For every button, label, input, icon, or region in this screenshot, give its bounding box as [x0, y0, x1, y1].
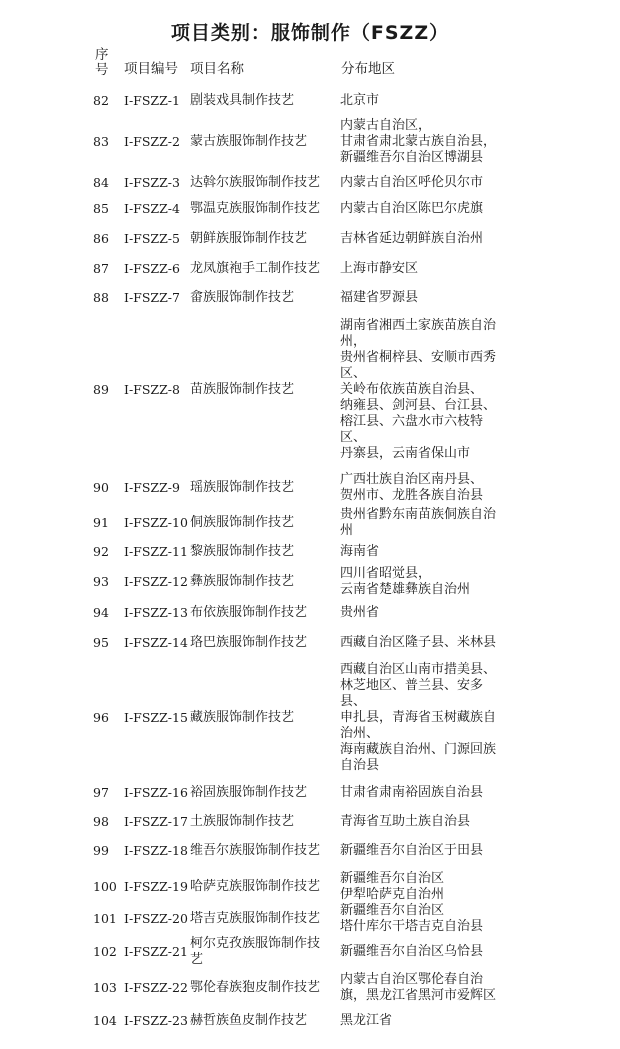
row-number: 86 — [93, 231, 109, 246]
distribution-region-line: 内蒙古自治区呼伦贝尔市 — [340, 175, 484, 190]
distribution-region-line: 新疆维吾尔自治区 — [340, 903, 445, 918]
project-name-line: 土族服饰制作技艺 — [190, 814, 295, 829]
header-name: 项目名称 — [190, 61, 244, 77]
project-code: Ⅰ-FSZZ-4 — [124, 201, 180, 216]
distribution-region-line: 青海省互助土族自治县 — [340, 814, 471, 829]
distribution-region-line: 关岭布依族苗族自治县、 — [340, 381, 484, 397]
distribution-region — [340, 258, 530, 280]
distribution-region-line: 广西壮族自治区南丹县、 — [340, 471, 484, 487]
header-num-line1: 序 — [95, 47, 109, 63]
row-number: 102 — [93, 944, 117, 959]
distribution-region — [340, 312, 530, 467]
distribution-region-line: 纳雍县、剑河县、台江县、 — [340, 397, 497, 413]
project-name-line: 布依族服饰制作技艺 — [190, 605, 308, 620]
distribution-region — [340, 198, 530, 220]
distribution-region-line: 上海市静安区 — [340, 261, 419, 276]
distribution-region-line: 湖南省湘西土家族苗族自治 — [340, 317, 497, 333]
project-name-line: 赫哲族鱼皮制作技艺 — [190, 1013, 308, 1028]
table-row — [0, 1010, 620, 1032]
project-name — [190, 228, 340, 250]
row-number: 84 — [93, 175, 109, 190]
distribution-region-line: 内蒙古自治区陈巴尔虎旗 — [340, 201, 484, 216]
table-row — [0, 90, 620, 112]
table-row — [0, 258, 620, 280]
project-name — [190, 172, 340, 194]
distribution-region — [340, 566, 530, 598]
project-name — [190, 632, 340, 654]
project-name-line: 藏族服饰制作技艺 — [190, 710, 295, 725]
project-name — [190, 840, 340, 862]
project-code: Ⅰ-FSZZ-18 — [124, 843, 188, 858]
distribution-region-line: 区、 — [340, 365, 367, 381]
project-name — [190, 872, 340, 902]
project-code: Ⅰ-FSZZ-12 — [124, 574, 188, 589]
project-name — [190, 115, 340, 169]
project-code: Ⅰ-FSZZ-17 — [124, 814, 188, 829]
distribution-region — [340, 937, 530, 967]
project-code: Ⅰ-FSZZ-3 — [124, 175, 180, 190]
row-number: 96 — [93, 710, 109, 725]
project-name — [190, 811, 340, 833]
table-row — [0, 840, 620, 862]
table-row — [0, 658, 620, 778]
distribution-region — [340, 782, 530, 804]
distribution-region — [340, 90, 530, 112]
distribution-region-line: 州 — [340, 523, 354, 538]
project-name-line: 鄂温克族服饰制作技艺 — [190, 201, 321, 216]
distribution-region — [340, 970, 530, 1006]
project-name-line: 畲族服饰制作技艺 — [190, 290, 295, 305]
project-name — [190, 782, 340, 804]
project-name-line: 剧装戏具制作技艺 — [190, 93, 295, 108]
distribution-region — [340, 904, 530, 934]
row-number: 87 — [93, 261, 109, 276]
project-code: Ⅰ-FSZZ-2 — [124, 134, 180, 149]
table-row — [0, 937, 620, 967]
row-number: 83 — [93, 134, 109, 149]
project-code: Ⅰ-FSZZ-10 — [124, 515, 188, 530]
row-number: 85 — [93, 201, 109, 216]
row-number: 104 — [93, 1013, 117, 1028]
project-name — [190, 258, 340, 280]
row-number: 94 — [93, 605, 109, 620]
distribution-region-line: 贺州市、龙胜各族自治县 — [340, 487, 484, 503]
distribution-region-line: 内蒙古自治区鄂伦春自治 — [340, 972, 484, 987]
project-name — [190, 937, 340, 967]
table-row — [0, 115, 620, 169]
project-code: Ⅰ-FSZZ-21 — [124, 944, 188, 959]
table-row — [0, 541, 620, 563]
distribution-region-line: 区、 — [340, 429, 367, 445]
table-row — [0, 469, 620, 506]
row-number: 82 — [93, 93, 109, 108]
distribution-region — [340, 1010, 530, 1032]
project-code: Ⅰ-FSZZ-5 — [124, 231, 180, 246]
distribution-region — [340, 632, 530, 654]
distribution-region — [340, 541, 530, 563]
distribution-region-line: 县、 — [340, 694, 367, 709]
project-name-line: 黎族服饰制作技艺 — [190, 544, 295, 559]
distribution-region-line: 申扎县，青海省玉树藏族自 — [340, 710, 497, 725]
project-name — [190, 1010, 340, 1032]
distribution-region-line: 福建省罗源县 — [340, 290, 419, 305]
project-code: Ⅰ-FSZZ-9 — [124, 479, 180, 495]
distribution-region — [340, 287, 530, 309]
header-num — [95, 48, 109, 78]
distribution-region-line: 云南省楚雄彝族自治州 — [340, 582, 471, 597]
distribution-region-line: 贵州省桐梓县、安顺市西秀 — [340, 349, 497, 365]
table-row — [0, 872, 620, 902]
row-number: 95 — [93, 635, 109, 650]
header-region: 分布地区 — [341, 61, 395, 77]
row-number: 88 — [93, 290, 109, 305]
distribution-region-line: 四川省昭觉县， — [340, 566, 432, 581]
distribution-region-line: 贵州省 — [340, 605, 380, 620]
project-name-line: 龙凤旗袍手工制作技艺 — [190, 261, 321, 276]
project-code: Ⅰ-FSZZ-6 — [124, 261, 180, 276]
project-code: Ⅰ-FSZZ-20 — [124, 911, 188, 926]
table-row — [0, 782, 620, 804]
project-name — [190, 287, 340, 309]
distribution-region — [340, 508, 530, 538]
distribution-region-line: 治州、 — [340, 726, 380, 741]
project-name-line: 蒙古族服饰制作技艺 — [190, 134, 308, 149]
project-name — [190, 312, 340, 467]
table-row — [0, 172, 620, 194]
distribution-region-line: 新疆维吾尔自治区 — [340, 871, 445, 886]
distribution-region — [340, 811, 530, 833]
row-number: 98 — [93, 814, 109, 829]
project-name-line: 朝鲜族服饰制作技艺 — [190, 231, 308, 246]
project-name-line: 彝族服饰制作技艺 — [190, 574, 295, 589]
project-name — [190, 90, 340, 112]
distribution-region-line: 西藏自治区隆子县、米林县 — [340, 635, 497, 650]
project-name — [190, 658, 340, 778]
distribution-region-line: 新疆维吾尔自治区博湖县 — [340, 150, 484, 165]
distribution-region-line: 旗，黑龙江省黑河市爱辉区 — [340, 988, 497, 1003]
table-row — [0, 312, 620, 467]
distribution-region — [340, 469, 530, 506]
project-name-line: 珞巴族服饰制作技艺 — [190, 635, 308, 650]
project-name-line: 维吾尔族服饰制作技艺 — [190, 843, 321, 858]
project-code: Ⅰ-FSZZ-23 — [124, 1013, 188, 1028]
row-number: 90 — [93, 479, 109, 495]
distribution-region-line: 西藏自治区山南市措美县、 — [340, 662, 497, 677]
distribution-region-line: 内蒙古自治区， — [340, 118, 432, 133]
distribution-region — [340, 840, 530, 862]
table-row — [0, 228, 620, 250]
distribution-region-line: 贵州省黔东南苗族侗族自治 — [340, 507, 497, 522]
distribution-region-line: 海南省 — [340, 544, 380, 559]
project-name — [190, 541, 340, 563]
distribution-region-line: 新疆维吾尔自治区于田县 — [340, 843, 484, 858]
distribution-region-line: 甘肃省肃南裕固族自治县 — [340, 785, 484, 800]
distribution-region-line: 丹寨县，云南省保山市 — [340, 445, 471, 461]
distribution-region — [340, 228, 530, 250]
project-name — [190, 508, 340, 538]
project-name — [190, 566, 340, 598]
project-code: Ⅰ-FSZZ-8 — [124, 381, 180, 397]
row-number: 100 — [93, 879, 117, 894]
table-row — [0, 566, 620, 598]
table-row — [0, 508, 620, 538]
distribution-region-line: 州， — [340, 333, 367, 349]
project-name-line: 哈萨克族服饰制作技艺 — [190, 879, 321, 894]
distribution-region — [340, 172, 530, 194]
row-number: 99 — [93, 843, 109, 858]
distribution-region-line: 榕江县、六盘水市六枝特 — [340, 413, 484, 429]
project-code: Ⅰ-FSZZ-7 — [124, 290, 180, 305]
distribution-region-line: 北京市 — [340, 93, 380, 108]
row-number: 89 — [93, 381, 109, 397]
project-code: Ⅰ-FSZZ-14 — [124, 635, 188, 650]
table-row — [0, 287, 620, 309]
distribution-region-line: 甘肃省肃北蒙古族自治县， — [340, 134, 497, 149]
distribution-region-line: 海南藏族自治州、门源回族 — [340, 742, 497, 757]
distribution-region-line: 新疆维吾尔自治区乌恰县 — [340, 944, 484, 959]
distribution-region — [340, 115, 530, 169]
distribution-region-line: 林芝地区、普兰县、安多 — [340, 678, 484, 693]
distribution-region-line: 伊犁哈萨克自治州 — [340, 887, 445, 902]
distribution-region — [340, 602, 530, 624]
project-name-line: 苗族服饰制作技艺 — [190, 381, 295, 397]
project-name-line: 鄂伦春族狍皮制作技艺 — [190, 980, 321, 995]
table-row — [0, 602, 620, 624]
table-row — [0, 632, 620, 654]
table-row — [0, 811, 620, 833]
project-name-line: 塔吉克族服饰制作技艺 — [190, 911, 321, 926]
project-code: Ⅰ-FSZZ-15 — [124, 710, 188, 725]
project-name — [190, 602, 340, 624]
header-code: 项目编号 — [124, 61, 178, 77]
project-code: Ⅰ-FSZZ-13 — [124, 605, 188, 620]
distribution-region-line: 黑龙江省 — [340, 1013, 393, 1028]
project-name — [190, 469, 340, 506]
distribution-region-line: 自治县 — [340, 758, 380, 773]
distribution-region — [340, 658, 530, 778]
distribution-region — [340, 872, 530, 902]
project-name — [190, 970, 340, 1006]
project-name-line: 柯尔克孜族服饰制作技 — [190, 936, 321, 951]
project-name-line: 侗族服饰制作技艺 — [190, 515, 295, 530]
table-row — [0, 970, 620, 1006]
row-number: 92 — [93, 544, 109, 559]
table-row — [0, 198, 620, 220]
project-code: Ⅰ-FSZZ-19 — [124, 879, 188, 894]
table-row — [0, 904, 620, 934]
project-name-line: 达斡尔族服饰制作技艺 — [190, 175, 321, 190]
header-num-line2: 号 — [95, 62, 109, 78]
project-name-line: 瑶族服饰制作技艺 — [190, 479, 295, 495]
project-code: Ⅰ-FSZZ-22 — [124, 980, 188, 995]
row-number: 93 — [93, 574, 109, 589]
project-name — [190, 904, 340, 934]
project-code: Ⅰ-FSZZ-1 — [124, 93, 180, 108]
project-code: Ⅰ-FSZZ-16 — [124, 785, 188, 800]
row-number: 91 — [93, 515, 109, 530]
row-number: 101 — [93, 911, 117, 926]
project-name-line: 裕固族服饰制作技艺 — [190, 785, 308, 800]
project-name-line: 艺 — [190, 952, 204, 967]
row-number: 97 — [93, 785, 109, 800]
row-number: 103 — [93, 980, 117, 995]
project-name — [190, 198, 340, 220]
project-code: Ⅰ-FSZZ-11 — [124, 544, 188, 559]
distribution-region-line: 塔什库尔干塔吉克自治县 — [340, 919, 484, 934]
page-title: 项目类别：服饰制作（FSZZ） — [170, 22, 450, 44]
distribution-region-line: 吉林省延边朝鲜族自治州 — [340, 231, 484, 246]
